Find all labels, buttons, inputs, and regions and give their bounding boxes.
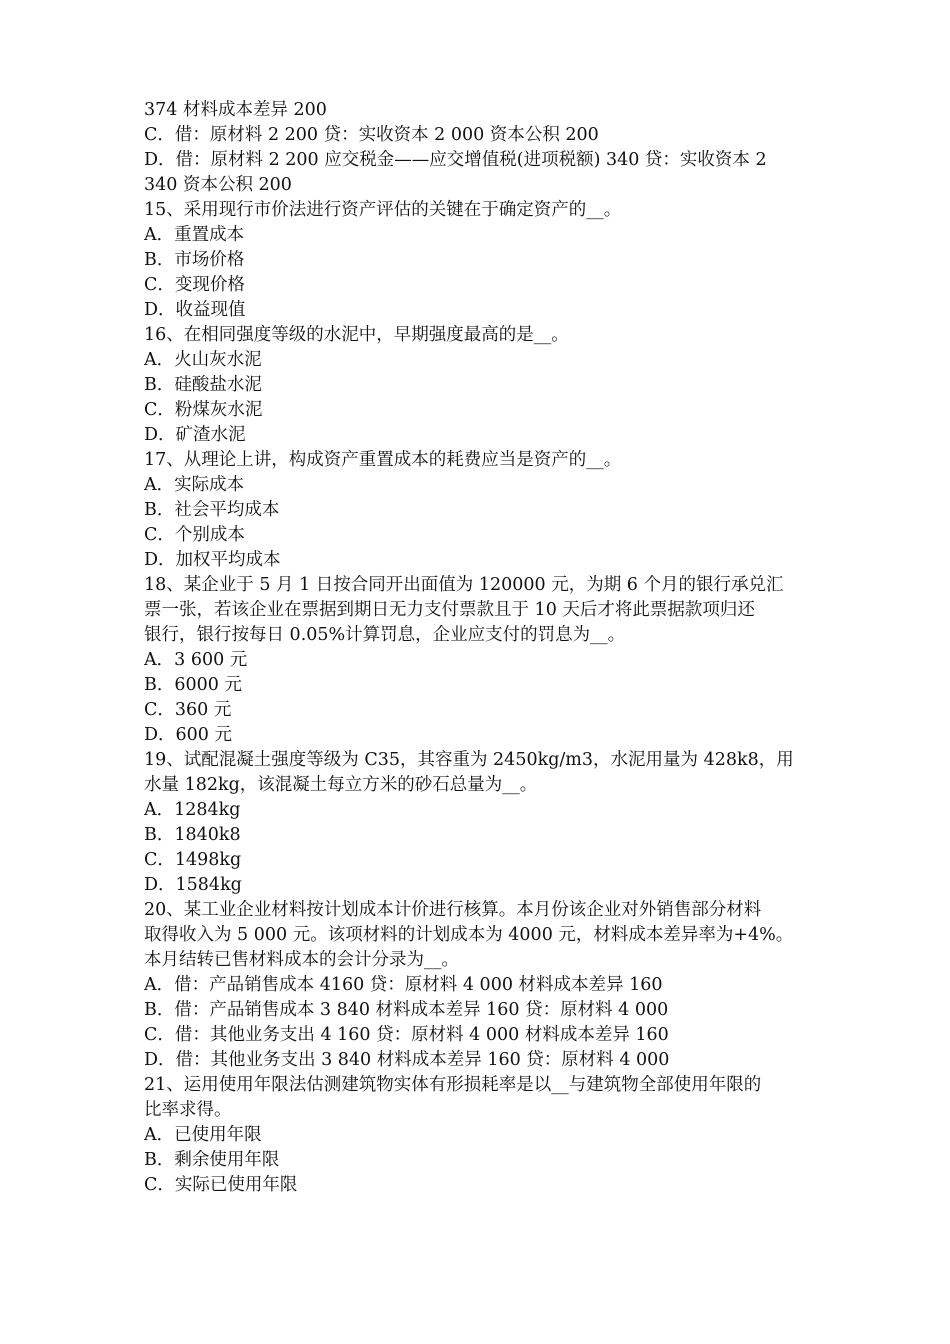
q16-option-d: D．矿渣水泥: [144, 425, 246, 445]
question-20-line1: 20、某工业企业材料按计划成本计价进行核算。本月份该企业对外销售部分材料: [144, 900, 762, 920]
document-body: [144, 98, 808, 1198]
q17-option-d: D．加权平均成本: [144, 550, 281, 570]
q18-option-a: A．3 600 元: [144, 650, 248, 670]
q15-option-b: B．市场价格: [144, 250, 245, 270]
question-19-line2: 水量 182kg，该混凝土每立方米的砂石总量为__。: [144, 775, 538, 795]
q20-option-b: B．借：产品销售成本 3 840 材料成本差异 160 贷：原材料 4 000: [144, 1000, 669, 1020]
q19-option-c: C．1498kg: [144, 850, 242, 870]
question-21-line2: 比率求得。: [144, 1100, 232, 1120]
q15-option-d: D．收益现值: [144, 300, 246, 320]
question-17: 17、从理论上讲，构成资产重置成本的耗费应当是资产的__。: [144, 450, 622, 470]
option-c-prev: C．借：原材料 2 200 贷：实收资本 2 000 资本公积 200: [144, 125, 599, 145]
question-18-line2: 票一张，若该企业在票据到期日无力支付票款且于 10 天后才将此票据款项归还: [144, 600, 755, 620]
q16-option-a: A．火山灰水泥: [144, 350, 262, 370]
q19-option-a: A．1284kg: [144, 800, 241, 820]
q20-option-d: D．借：其他业务支出 3 840 材料成本差异 160 贷：原材料 4 000: [144, 1050, 670, 1070]
q16-option-b: B．硅酸盐水泥: [144, 375, 262, 395]
q20-option-c: C．借：其他业务支出 4 160 贷：原材料 4 000 材料成本差异 160: [144, 1025, 669, 1045]
q21-option-c: C．实际已使用年限: [144, 1175, 298, 1195]
q19-option-d: D．1584kg: [144, 875, 242, 895]
q17-option-a: A．实际成本: [144, 475, 245, 495]
option-d-prev-cont: 340 资本公积 200: [144, 175, 292, 195]
q20-option-a: A．借：产品销售成本 4160 贷：原材料 4 000 材料成本差异 160: [144, 975, 663, 995]
q18-option-d: D．600 元: [144, 725, 232, 745]
question-16: 16、在相同强度等级的水泥中，早期强度最高的是__。: [144, 325, 569, 345]
q17-option-b: B．社会平均成本: [144, 500, 280, 520]
question-15: 15、采用现行市价法进行资产评估的关键在于确定资产的__。: [144, 200, 622, 220]
question-19-line1: 19、试配混凝土强度等级为 C35，其容重为 2450kg/m3，水泥用量为 428k8，用: [144, 750, 794, 770]
q21-option-b: B．剩余使用年限: [144, 1150, 280, 1170]
question-18-line3: 银行，银行按每日 0.05%计算罚息，企业应支付的罚息为__。: [144, 625, 626, 645]
q19-option-b: B．1840k8: [144, 825, 241, 845]
question-21-line1: 21、运用使用年限法估测建筑物实体有形损耗率是以__与建筑物全部使用年限的: [144, 1075, 762, 1095]
option-d-prev: D．借：原材料 2 200 应交税金——应交增值税(进项税额) 340 贷：实收资本 2: [144, 150, 767, 170]
q18-option-c: C．360 元: [144, 700, 232, 720]
q21-option-a: A．已使用年限: [144, 1125, 262, 1145]
question-18-line1: 18、某企业于 5 月 1 日按合同开出面值为 120000 元，为期 6 个月的银行承兑汇: [144, 575, 784, 595]
q15-option-c: C．变现价格: [144, 275, 245, 295]
q16-option-c: C．粉煤灰水泥: [144, 400, 263, 420]
q15-option-a: A．重置成本: [144, 225, 245, 245]
answer-line-continuation: 374 材料成本差异 200: [144, 100, 327, 120]
question-20-line3: 本月结转已售材料成本的会计分录为__。: [144, 950, 459, 970]
q17-option-c: C．个别成本: [144, 525, 245, 545]
question-20-line2: 取得收入为 5 000 元。该项材料的计划成本为 4000 元，材料成本差异率为+4%。: [144, 925, 794, 945]
q18-option-b: B．6000 元: [144, 675, 242, 695]
